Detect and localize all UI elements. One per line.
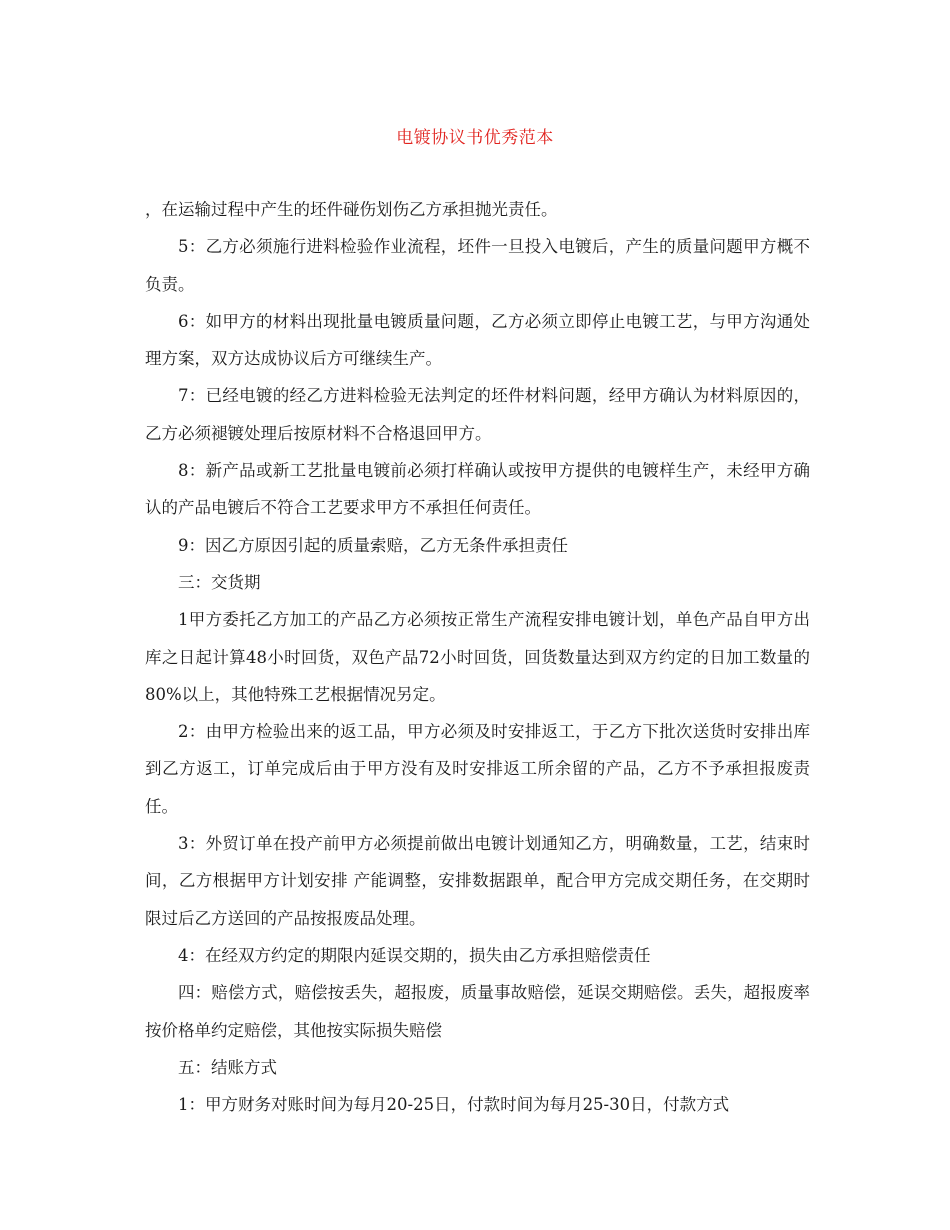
paragraph: 5：乙方必须施行进料检验作业流程，坯件一旦投入电镀后，产生的质量问题甲方概不负责。 bbox=[145, 237, 810, 294]
paragraph: 7：已经电镀的经乙方进料检验无法判定的坯件材料问题，经甲方确认为材料原因的，乙方必须褪镀处理后按原材料不合格退回甲方。 bbox=[145, 386, 810, 443]
paragraph: 2：由甲方检验出来的返工品，甲方必须及时安排返工，于乙方下批次送货时安排出库到乙方返工，订单完成后由于甲方没有及时安排返工所余留的产品，乙方不予承担报废责任。 bbox=[145, 722, 810, 816]
paragraph: 4：在经双方约定的期限内延误交期的，损失由乙方承担赔偿责任 bbox=[178, 945, 651, 965]
paragraph: 3：外贸订单在投产前甲方必须提前做出电镀计划通知乙方，明确数量，工艺，结束时间，乙方根据甲方计划安排 产能调整，安排数据跟单，配合甲方完成交期任务，在交期时限过后乙方送回的产品按报废品处理。 bbox=[145, 834, 810, 928]
document-title: 电镀协议书优秀范本 bbox=[396, 128, 554, 148]
paragraph: 8：新产品或新工艺批量电镀前必须打样确认或按甲方提供的电镀样生产，未经甲方确认的产品电镀后不符合工艺要求甲方不承担任何责任。 bbox=[145, 461, 810, 518]
section-heading: 三：交货期 bbox=[178, 572, 261, 592]
paragraph: 1甲方委托乙方加工的产品乙方必须按正常生产流程安排电镀计划，单色产品自甲方出库之日起计算48小时回货，双色产品72小时回货，回货数量达到双方约定的日加工数量的80%以上，其他特殊工艺根据情况另定。 bbox=[145, 610, 810, 704]
paragraph: 9：因乙方原因引起的质量索赔，乙方无条件承担责任 bbox=[178, 535, 568, 555]
section-heading: 五：结账方式 bbox=[178, 1057, 277, 1077]
paragraph: 1：甲方财务对账时间为每月20-25日，付款时间为每月25-30日，付款方式 bbox=[178, 1095, 730, 1115]
document-body bbox=[145, 191, 810, 1123]
paragraph: ，在运输过程中产生的坯件碰伤划伤乙方承担抛光责任。 bbox=[145, 200, 558, 219]
paragraph: 6：如甲方的材料出现批量电镀质量问题，乙方必须立即停止电镀工艺，与甲方沟通处理方案，双方达成协议后方可继续生产。 bbox=[145, 311, 810, 369]
paragraph: 四：赔偿方式，赔偿按丢失，超报废，质量事故赔偿，延误交期赔偿。丢失，超报废率按价格单约定赔偿，其他按实际损失赔偿 bbox=[145, 983, 810, 1040]
